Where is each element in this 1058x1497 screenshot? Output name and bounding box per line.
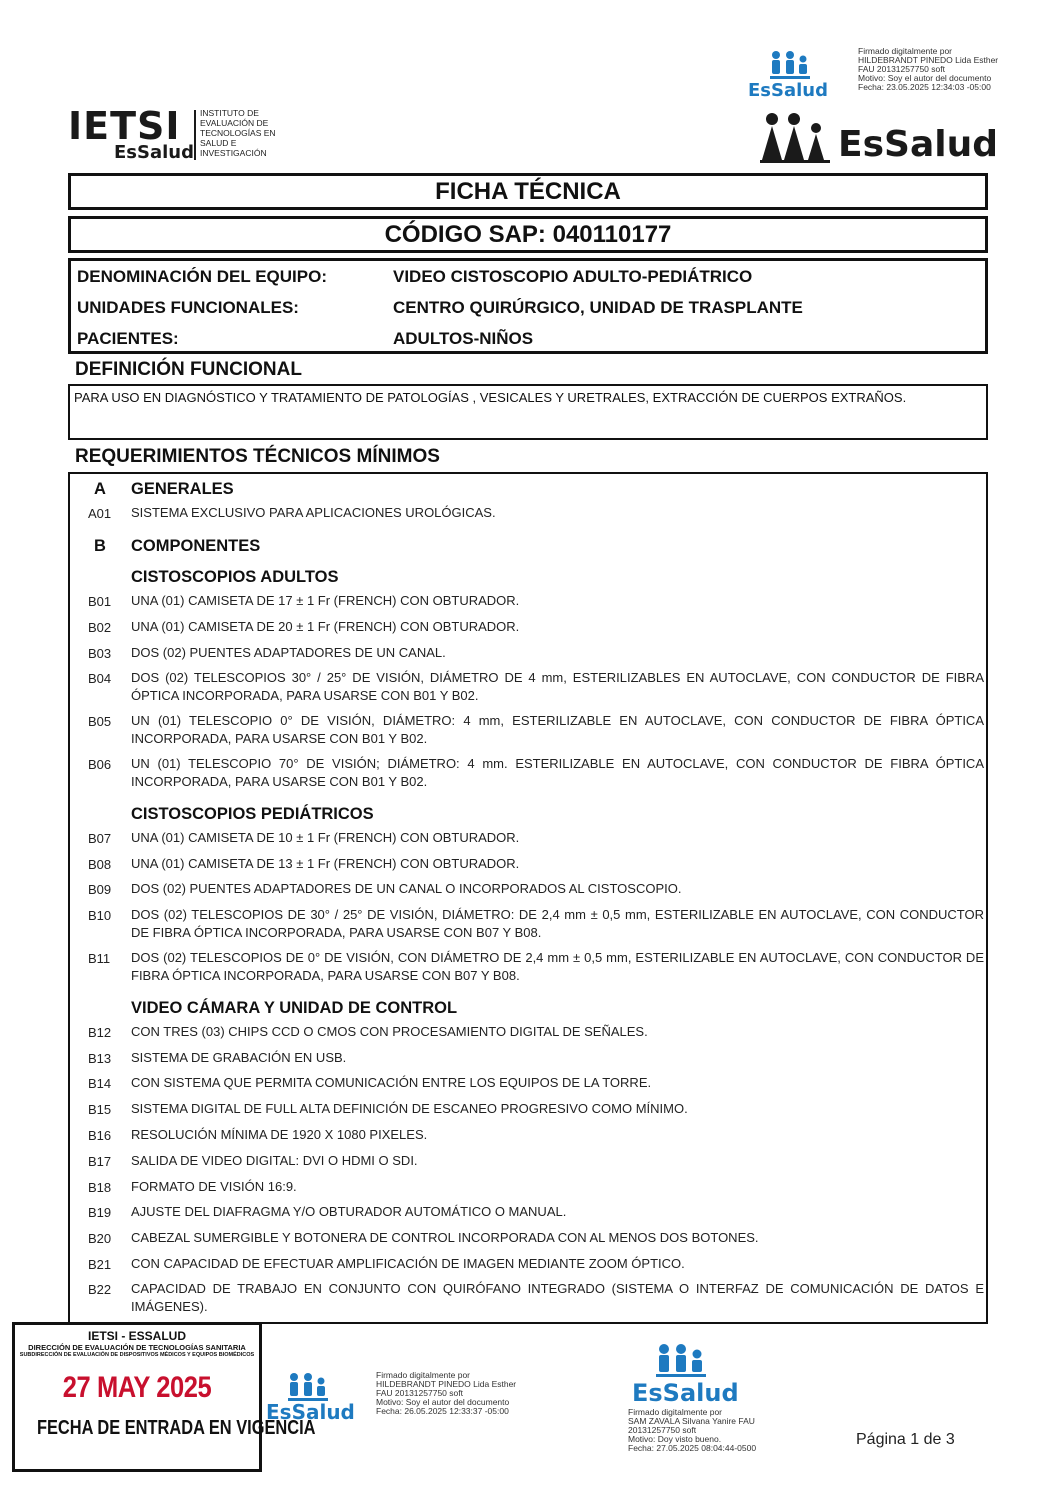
family-icon <box>768 50 812 80</box>
item-text: DOS (02) TELESCOPIOS DE 30° / 25° DE VISIÓN, DIÁMETRO: DE 2,4 mm ± 0,5 mm, ESTERILIZABLE EN AUTOCLAVE, CON CONDUCTOR DE FIBRA ÓPTICA INCORPORADA, PARA USARSE CON B07 Y B08. <box>131 907 984 940</box>
info-label-denominacion: DENOMINACIÓN DEL EQUIPO: <box>77 267 327 286</box>
essalud-logo-footer-2 <box>632 1343 739 1407</box>
info-value-unidades: CENTRO QUIRÚRGICO, UNIDAD DE TRASPLANTE <box>393 298 803 317</box>
item-text: UN (01) TELESCOPIO 0° DE VISIÓN, DIÁMETRO: 4 mm, ESTERILIZABLE EN AUTOCLAVE, CON CONDUCTOR DE FIBRA ÓPTICA INCORPORADA, PARA USARSE CON B01 Y B02. <box>131 713 984 746</box>
ietsi-logo-description: INSTITUTO DE EVALUACIÓN DE TECNOLOGÍAS EN SALUD E INVESTIGACIÓN <box>200 108 276 158</box>
stamp-header: IETSI - ESSALUD <box>87 1329 186 1343</box>
ietsi-logo-word: IETSI <box>68 104 181 148</box>
sap-code: CÓDIGO SAP: 040110177 <box>384 220 672 248</box>
family-icon <box>286 1372 330 1402</box>
essalud-logo-footer-1-word: EsSalud <box>266 1400 355 1424</box>
subsection-cistoscopios-pediatricos: CISTOSCOPIOS PEDIÁTRICOS <box>131 805 374 823</box>
stamp-date: 27 MAY 2025 <box>62 1371 212 1404</box>
stamp-footer: FECHA DE ENTRADA EN VIGENCIA <box>36 1417 316 1439</box>
section-b-letter: B <box>94 537 106 555</box>
item-code: B17 <box>88 1154 112 1169</box>
stamp-line-2: SUBDIRECCIÓN DE EVALUACIÓN DE DISPOSITIVOS MÉDICOS Y EQUIPOS BIOMÉDICOS <box>19 1352 255 1358</box>
item-code: B15 <box>88 1102 112 1117</box>
item-text: CON SISTEMA QUE PERMITA COMUNICACIÓN ENTRE LOS EQUIPOS DE LA TORRE. <box>131 1075 652 1090</box>
item-code: B12 <box>88 1025 112 1040</box>
info-label-unidades: UNIDADES FUNCIONALES: <box>77 298 299 317</box>
item-text: RESOLUCIÓN MÍNIMA DE 1920 X 1080 PIXELES. <box>131 1127 428 1142</box>
sap-code-box <box>68 216 988 253</box>
item-text: CABEZAL SUMERGIBLE Y BOTONERA DE CONTROL INCORPORADA CON AL MENOS DOS BOTONES. <box>131 1230 759 1245</box>
equipment-info-box <box>68 258 988 354</box>
page-title-box <box>68 173 988 210</box>
section-a-title: GENERALES <box>131 480 234 498</box>
ietsi-logo-sub: EsSalud <box>114 142 194 163</box>
family-icon <box>654 1343 708 1379</box>
item-text: CAPACIDAD DE TRABAJO EN CONJUNTO CON QUIRÓFANO INTEGRADO (SISTEMA O INTERFAZ DE COMUNICACIÓN DE DATOS E IMÁGENES). <box>131 1281 984 1314</box>
essalud-logo-small-word: EsSalud <box>748 80 828 101</box>
page-number: Página 1 de 3 <box>856 1431 955 1448</box>
item-text: UNA (01) CAMISETA DE 17 ± 1 Fr (FRENCH) CON OBTURADOR. <box>131 593 520 608</box>
item-code: B01 <box>88 594 112 609</box>
item-code: B07 <box>88 831 112 846</box>
ietsi-logo <box>68 106 288 166</box>
essalud-logo-large-word: EsSalud <box>838 124 998 165</box>
essalud-logo-large <box>758 112 998 168</box>
item-code: B19 <box>88 1205 112 1220</box>
essalud-logo-footer-1 <box>266 1372 355 1424</box>
item-code: B16 <box>88 1128 112 1143</box>
digital-signature-top: Firmado digitalmente por HILDEBRANDT PINEDO Lida Esther FAU 20131257750 soft Motivo: Soy el autor del documento Fecha: 23.05.2025 12:34:03 -05:00 <box>858 46 999 92</box>
item-code: B05 <box>88 714 112 729</box>
info-value-denominacion: VIDEO CISTOSCOPIO ADULTO-PEDIÁTRICO <box>393 267 753 286</box>
item-code: B14 <box>88 1076 112 1091</box>
item-text: UNA (01) CAMISETA DE 10 ± 1 Fr (FRENCH) CON OBTURADOR. <box>131 830 520 845</box>
definicion-text: PARA USO EN DIAGNÓSTICO Y TRATAMIENTO DE PATOLOGÍAS , VESICALES Y URETRALES, EXTRACCIÓN DE CUERPOS EXTRAÑOS. <box>74 390 907 405</box>
section-a-letter: A <box>94 480 106 498</box>
item-text: SISTEMA DIGITAL DE FULL ALTA DEFINICIÓN DE ESCANEO PROGRESIVO COMO MÍNIMO. <box>131 1101 688 1116</box>
item-code: B22 <box>88 1282 112 1297</box>
item-text: SALIDA DE VIDEO DIGITAL: DVI O HDMI O SDI. <box>131 1153 418 1168</box>
item-code: B06 <box>88 757 112 772</box>
item-text: FORMATO DE VISIÓN 16:9. <box>131 1179 297 1194</box>
subsection-cistoscopios-adultos: CISTOSCOPIOS ADULTOS <box>131 568 339 586</box>
validity-stamp <box>12 1322 316 1472</box>
item-code: B18 <box>88 1180 112 1195</box>
definicion-heading: DEFINICIÓN FUNCIONAL <box>75 359 302 380</box>
digital-signature-footer-1: Firmado digitalmente por HILDEBRANDT PINEDO Lida Esther FAU 20131257750 soft Motivo: Soy el autor del documento Fecha: 26.05.2025 12:33:37 -05:00 <box>376 1370 517 1416</box>
subsection-video-camara: VIDEO CÁMARA Y UNIDAD DE CONTROL <box>131 999 458 1017</box>
item-code: B03 <box>88 646 112 661</box>
digital-signature-footer-2: Firmado digitalmente por SAM ZAVALA Silvana Yanire FAU 20131257750 soft Motivo: Doy visto bueno. Fecha: 27.05.2025 08:04:44-0500 <box>628 1407 757 1453</box>
page-title: FICHA TÉCNICA <box>435 177 621 205</box>
item-code: B20 <box>88 1231 112 1246</box>
item-text: UNA (01) CAMISETA DE 13 ± 1 Fr (FRENCH) CON OBTURADOR. <box>131 856 520 871</box>
item-text: DOS (02) PUENTES ADAPTADORES DE UN CANAL O INCORPORADOS AL CISTOSCOPIO. <box>131 881 682 896</box>
item-code: B02 <box>88 620 112 635</box>
section-b-title: COMPONENTES <box>131 537 261 555</box>
item-text: DOS (02) TELESCOPIOS 30° / 25° DE VISIÓN, DIÁMETRO DE 4 mm, ESTERILIZABLES EN AUTOCLAVE, CON CONDUCTOR DE FIBRA ÓPTICA INCORPORADA, PARA USARSE CON B01 Y B02. <box>131 670 984 703</box>
item-code: B10 <box>88 908 112 923</box>
item-text: CON TRES (03) CHIPS CCD O CMOS CON PROCESAMIENTO DIGITAL DE SEÑALES. <box>131 1024 648 1039</box>
item-text: UN (01) TELESCOPIO 70° DE VISIÓN; DIÁMETRO: 4 mm. ESTERILIZABLE EN AUTOCLAVE, CON CONDUCTOR DE FIBRA ÓPTICA INCORPORADA, PARA USARSE CON B01 Y B02. <box>131 756 984 789</box>
item-text: DOS (02) TELESCOPIOS DE 0° DE VISIÓN, CON DIÁMETRO DE 2,4 mm ± 0,5 mm, ESTERILIZABLE EN AUTOCLAVE, CON CONDUCTOR DE FIBRA ÓPTICA INCORPORADA, PARA USARSE CON B07 Y B08. <box>131 950 984 983</box>
requerimientos-heading: REQUERIMIENTOS TÉCNICOS MÍNIMOS <box>75 446 440 467</box>
item-code: B11 <box>88 951 111 966</box>
item-text: DOS (02) PUENTES ADAPTADORES DE UN CANAL. <box>131 645 446 660</box>
info-label-pacientes: PACIENTES: <box>77 329 179 348</box>
item-text: CON CAPACIDAD DE EFECTUAR AMPLIFICACIÓN DE IMAGEN MEDIANTE ZOOM ÓPTICO. <box>131 1256 685 1271</box>
definicion-box <box>68 384 988 440</box>
item-code: B21 <box>88 1257 112 1272</box>
family-icon <box>758 112 834 164</box>
item-code: A01 <box>88 506 112 521</box>
item-text: UNA (01) CAMISETA DE 20 ± 1 Fr (FRENCH) CON OBTURADOR. <box>131 619 520 634</box>
info-value-pacientes: ADULTOS-NIÑOS <box>393 329 534 348</box>
item-text: AJUSTE DEL DIAFRAGMA Y/O OBTURADOR AUTOMÁTICO O MANUAL. <box>131 1204 567 1219</box>
item-code: B08 <box>88 857 112 872</box>
item-code: B13 <box>88 1051 112 1066</box>
essalud-logo-footer-2-word: EsSalud <box>632 1379 739 1407</box>
item-code: B09 <box>88 882 112 897</box>
item-text: SISTEMA EXCLUSIVO PARA APLICACIONES UROLÓGICAS. <box>131 505 496 520</box>
ietsi-logo-divider <box>194 110 196 160</box>
essalud-logo-small <box>748 50 830 102</box>
item-code: B04 <box>88 671 112 686</box>
stamp-line-1: DIRECCIÓN DE EVALUACIÓN DE TECNOLOGÍAS SANITARIA <box>28 1343 246 1352</box>
item-text: SISTEMA DE GRABACIÓN EN USB. <box>131 1050 347 1065</box>
